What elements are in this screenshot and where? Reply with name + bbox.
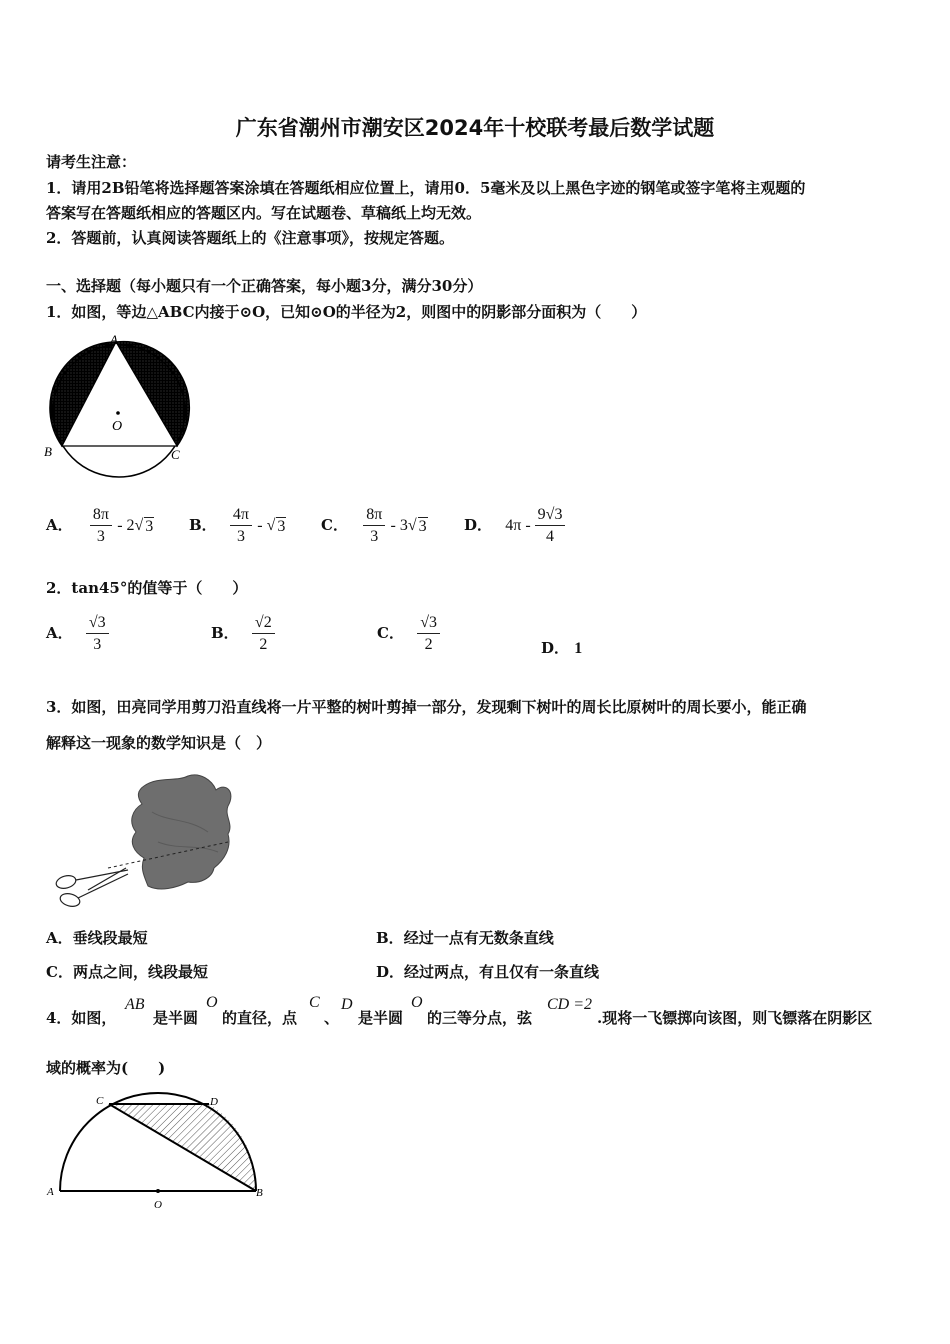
notice-line-1a: 1．请用2B铅笔将选择题答案涂填在答题纸相应位置上，请用0．5毫米及以上黑色字迹的钢笔或签字笔将主观题的 (46, 179, 806, 197)
q1-option-b[interactable]: B． $\frac{4\pi}{3}$ - √ 3 (189, 506, 286, 545)
q3-option-c[interactable] (46, 961, 208, 982)
q4-math-cd: CD =2 (547, 996, 593, 1013)
q1-option-d[interactable] (464, 506, 565, 546)
q1-option-d-num: 9√3 (535, 506, 566, 526)
q4-label-a: A (47, 1186, 54, 1198)
q2-option-d-letter: D． (541, 639, 570, 657)
q1-option-b-num: 4π (230, 506, 252, 526)
q1-option-c-radicand: 3 (418, 517, 427, 535)
q1-option-b-letter: B． (189, 516, 217, 534)
q1-label-a: A (110, 332, 118, 347)
q2-option-a-num: √3 (86, 614, 109, 634)
q3-option-b-letter: B． (376, 929, 404, 947)
q4-text-part4: 、 (324, 1009, 340, 1027)
q1-option-b-den: 3 (236, 528, 245, 545)
q1-option-a[interactable]: A． $\frac{8\pi}{3}$ - 2√ 3 (46, 506, 154, 545)
q1-label-o: O (112, 419, 123, 434)
notice-line-2: 2．答题前，认真阅读答题纸上的《注意事项》，按规定答题。 (46, 229, 454, 247)
q1-option-c[interactable]: C． $\frac{8\pi}{3}$ - 3√ 3 (321, 506, 427, 545)
q3-option-c-letter: C． (46, 963, 73, 981)
q4-label-b: B (256, 1187, 263, 1199)
q4-text-part7: .现将一飞镖掷向该图，则飞镖落在阴影区 (597, 1009, 873, 1027)
q4-text-part5: 是半圆 (358, 1009, 404, 1027)
q2-option-c[interactable] (377, 614, 440, 654)
q2-option-a-den: 3 (93, 636, 102, 653)
q4-math-d: D (341, 996, 353, 1013)
q4-text-part2: 是半圆 (153, 1009, 199, 1027)
question-1-text: 1．如图，等边△ABC内接于⊙O，已知⊙O的半径为2，则图中的阴影部分面积为（ ） (46, 303, 647, 321)
q4-label-c: C (96, 1095, 104, 1107)
q1-option-c-num: 8π (363, 506, 385, 526)
q1-option-b-tail: - (257, 517, 267, 534)
scissors-icon (55, 868, 128, 908)
q2-option-d-value: 1 (574, 640, 583, 657)
q1-option-c-tail: - 3 (390, 517, 408, 534)
q3-option-d-text: 经过两点，有且仅有一条直线 (404, 963, 600, 981)
q2-option-c-letter: C． (377, 624, 404, 642)
q3-option-d-letter: D． (376, 963, 405, 981)
q1-option-c-fraction (363, 506, 385, 546)
section-heading: 一、选择题（每小题只有一个正确答案，每小题3分，满分30分） (46, 277, 483, 295)
q4-math-o2: O (411, 994, 423, 1011)
q4-math-c: C (309, 994, 320, 1011)
q4-math-o1: O (206, 994, 218, 1011)
notice-heading: 请考生注意： (46, 153, 137, 171)
q1-option-c-letter: C． (321, 516, 348, 534)
q4-label-d: D (210, 1096, 218, 1108)
q3-option-c-text: 两点之间，线段最短 (72, 963, 208, 981)
page-title: 广东省潮州市潮安区2024年十校联考最后数学试题 (235, 116, 715, 140)
q3-option-b[interactable] (376, 927, 554, 948)
q2-option-c-den: 2 (424, 636, 433, 653)
q2-option-d[interactable] (541, 637, 582, 658)
q2-option-a[interactable] (46, 614, 109, 654)
q1-option-d-lead: 4π - (505, 517, 535, 534)
q2-option-b[interactable] (211, 614, 275, 654)
q4-figure (40, 1090, 280, 1220)
q3-option-d[interactable] (376, 961, 599, 982)
q2-option-b-den: 2 (259, 636, 268, 653)
q2-option-b-letter: B． (211, 624, 239, 642)
q1-option-a-fraction (90, 506, 112, 546)
q1-option-a-letter: A． (46, 516, 73, 534)
q1-option-a-num: 8π (90, 506, 112, 526)
q1-option-c-den: 3 (370, 528, 379, 545)
question-3-text-a: 3．如图，田亮同学用剪刀沿直线将一片平整的树叶剪掉一部分，发现剩下树叶的周长比原树叶的周长要小，能正确 (46, 698, 807, 716)
q1-option-b-radicand: 3 (277, 517, 286, 535)
q4-label-o: O (154, 1199, 162, 1211)
q3-option-b-text: 经过一点有无数条直线 (403, 929, 554, 947)
leaf-shape (132, 775, 231, 889)
q3-option-a[interactable] (46, 927, 148, 948)
question-2-text: 2．tan45°的值等于（ ） (46, 579, 248, 597)
q1-option-a-radicand: 3 (145, 517, 154, 535)
q2-option-a-letter: A． (46, 624, 73, 642)
q1-option-b-fraction (230, 506, 252, 546)
q1-label-c: C (171, 447, 180, 462)
q1-option-a-den: 3 (96, 528, 105, 545)
q1-figure (40, 330, 200, 480)
q1-option-d-letter: D． (464, 516, 493, 534)
q3-leaf-figure (48, 772, 238, 912)
q1-option-a-tail: - 2 (117, 517, 135, 534)
q4-text-line2: 域的概率为( ) (46, 1059, 166, 1077)
q1-option-d-den: 4 (546, 528, 555, 545)
q2-option-c-fraction (417, 614, 440, 654)
notice-line-1b: 答案写在答题纸相应的答题区内。写在试题卷、草稿纸上均无效。 (46, 204, 482, 222)
q4-text-part3: 的直径，点 (222, 1009, 298, 1027)
q3-option-a-text: 垂线段最短 (72, 929, 148, 947)
q1-option-d-fraction (535, 506, 566, 546)
q3-option-a-letter: A． (46, 929, 73, 947)
q4-text-part1: 4．如图， (46, 1009, 117, 1027)
q2-option-b-fraction (252, 614, 275, 654)
question-3-text-b: 解释这一现象的数学知识是（ ） (46, 734, 272, 752)
q2-option-c-num: √3 (417, 614, 440, 634)
q2-option-b-num: √2 (252, 614, 275, 634)
q1-label-b: B (44, 444, 52, 459)
q1-center-dot (116, 411, 120, 415)
q2-option-a-fraction (86, 614, 109, 654)
q4-text-part6: 的三等分点，弦 (427, 1009, 533, 1027)
q4-math-ab: AB (125, 996, 145, 1013)
q4-center-dot (156, 1189, 160, 1193)
